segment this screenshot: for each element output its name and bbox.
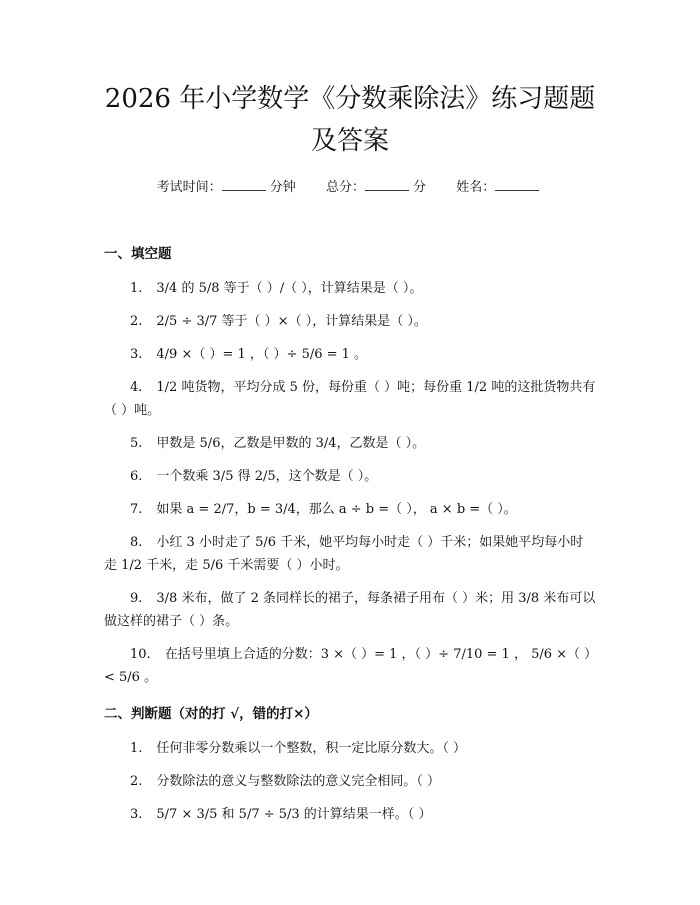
question-item (104, 432, 596, 455)
score-label: 总分： (325, 180, 365, 195)
section-fill-blank (104, 243, 596, 689)
question-number: 4. (130, 380, 143, 395)
question-item (104, 737, 596, 760)
question-item (104, 803, 596, 826)
question-text: 在括号里填上合适的分数：3 ×（ ）= 1 ，（ ）÷ 7/10 = 1 ， 5/6 ×（ ）< 5/6 。 (104, 647, 591, 685)
question-text: 甲数是 5/6，乙数是甲数的 3/4，乙数是（ ）。 (156, 436, 426, 451)
question-number: 2. (130, 774, 143, 789)
question-text: 一个数乘 3/5 得 2/5，这个数是（ ）。 (156, 469, 378, 484)
score-blank (365, 178, 409, 191)
question-item (104, 310, 596, 333)
question-item (104, 498, 596, 521)
question-number: 1. (130, 741, 143, 756)
question-text: 3/8 米布，做了 2 条同样长的裙子，每条裙子用布（ ）米；用 3/8 米布可以做这样的裙子（ ）条。 (104, 591, 596, 629)
question-text: 小红 3 小时走了 5/6 千米，她平均每小时走（ ）千米；如果她平均每小时走 1/2 千米，走 5/6 千米需要（ ）小时。 (104, 535, 584, 573)
question-number: 3. (130, 347, 143, 362)
question-text: 如果 a = 2/7，b = 3/4，那么 a ÷ b =（ ）， a × b =（ ）。 (156, 502, 517, 517)
question-item (104, 277, 596, 300)
question-text: 3/4 的 5/8 等于（ ）/（ ），计算结果是（ ）。 (156, 281, 423, 296)
question-number: 2. (130, 314, 143, 329)
time-label: 考试时间： (156, 180, 222, 195)
question-item (104, 643, 596, 689)
question-item (104, 531, 596, 577)
section-title: 二、判断题（对的打 √，错的打×） (104, 706, 318, 722)
time-unit: 分钟 (269, 180, 296, 195)
question-item (104, 343, 596, 366)
section-title: 一、填空题 (104, 246, 172, 262)
question-number: 3. (130, 807, 143, 822)
question-number: 10. (130, 647, 151, 662)
question-text: 分数除法的意义与整数除法的意义完全相同。（ ） (156, 774, 441, 789)
question-text: 4/9 ×（ ）= 1 ，（ ）÷ 5/6 = 1 。 (156, 347, 368, 362)
question-item (104, 587, 596, 633)
question-text: 2/5 ÷ 3/7 等于（ ）×（ ），计算结果是（ ）。 (156, 314, 427, 329)
question-number: 1. (130, 281, 143, 296)
question-text: 任何非零分数乘以一个整数，积一定比原分数大。（ ） (156, 741, 467, 756)
question-item (104, 376, 596, 422)
score-unit: 分 (413, 180, 427, 195)
question-number: 9. (130, 591, 143, 606)
question-number: 8. (130, 535, 143, 550)
question-item (104, 770, 596, 793)
question-item (104, 465, 596, 488)
name-label: 姓名： (456, 180, 496, 195)
question-number: 5. (130, 436, 143, 451)
name-blank (495, 178, 539, 191)
question-text: 5/7 × 3/5 和 5/7 ÷ 5/3 的计算结果一样。（ ） (156, 807, 432, 822)
question-text: 1/2 吨货物，平均分成 5 份，每份重（ ）吨；每份重 1/2 吨的这批货物共有（ ）吨。 (104, 380, 596, 418)
question-number: 7. (130, 502, 143, 517)
page-title: 2026 年小学数学《分数乘除法》练习题题及答案 (104, 84, 596, 156)
exam-meta-line (104, 176, 596, 195)
time-blank (222, 178, 266, 191)
question-number: 6. (130, 469, 143, 484)
section-true-false (104, 703, 596, 826)
